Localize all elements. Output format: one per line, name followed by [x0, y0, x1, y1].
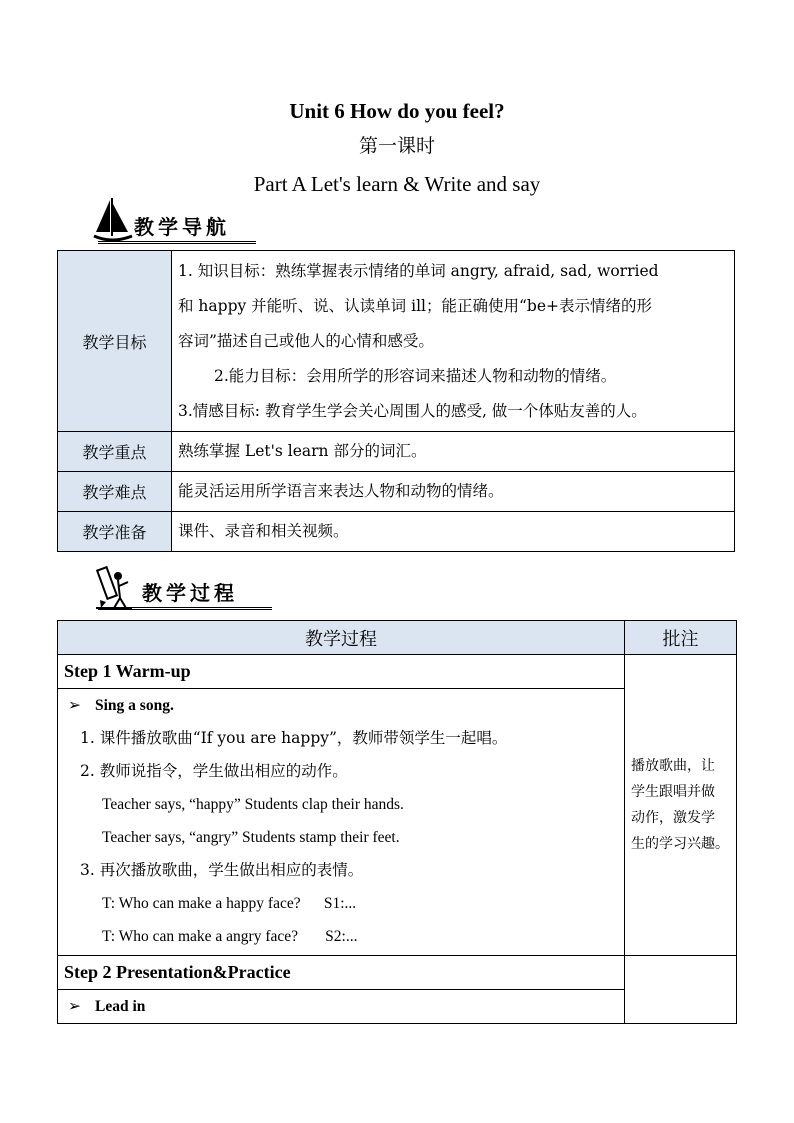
list-item: Teacher says, “angry” Students stamp their feet. [102, 829, 400, 846]
row-label: 教学难点 [58, 472, 172, 512]
note-line: 生的学习兴趣。 [631, 836, 729, 852]
objective-line: 容词”描述自己或他人的心情和感受。 [178, 331, 434, 350]
note-line: 动作，激发学 [631, 810, 715, 826]
pencil-character-icon [92, 564, 138, 612]
row-content: 能灵活运用所学语言来表达人物和动物的情绪。 [172, 472, 735, 512]
objective-line: 2.能力目标：会用所学的形容词来描述人物和动物的情绪。 [214, 366, 617, 385]
sailboat-icon [92, 198, 136, 244]
list-item: 2. 教师说指令，学生做出相应的动作。 [80, 762, 348, 780]
row-label: 教学准备 [58, 512, 172, 552]
unit-title: Unit 6 How do you feel? [289, 99, 505, 123]
section-underline [98, 607, 272, 610]
objective-line: 1. 知识目标：熟练掌握表示情绪的单词 angry, afraid, sad, worried [178, 261, 659, 280]
section-underline [98, 241, 256, 244]
lesson-title: 第一课时 [358, 135, 435, 157]
objective-line: 和 happy 并能听、说、认读单词 ill；能正确使用“be+表示情绪的形 [178, 296, 652, 315]
step-body [58, 990, 625, 1024]
arrow-bullet-icon: ➢ [68, 696, 81, 714]
part-title: Part A Let's learn & Write and say [253, 172, 541, 196]
list-item: 3. 再次播放歌曲，学生做出相应的表情。 [80, 861, 364, 879]
step-title: Step 1 Warm-up [58, 655, 625, 689]
row-label: 教学目标 [58, 251, 172, 432]
bullet-item [64, 689, 618, 722]
table-header-row [58, 621, 737, 655]
objective-line: 3.情感目标: 教育学生学会关心周围人的感受, 做一个体贴友善的人。 [178, 401, 647, 420]
objectives-cell [172, 251, 735, 432]
note-cell [625, 956, 737, 1024]
header-note: 批注 [625, 621, 737, 655]
step-body [58, 689, 625, 956]
section-heading-navigation [92, 198, 256, 246]
row-content: 课件、录音和相关视频。 [172, 512, 735, 552]
table-row [58, 432, 735, 472]
note-line: 播放歌曲，让 [631, 758, 715, 774]
row-content: 熟练掌握 Let's learn 部分的词汇。 [172, 432, 735, 472]
section-label: 教学导航 [134, 215, 230, 239]
table-row [58, 956, 737, 990]
list-item: T: Who can make a angry face? S2:... [102, 928, 358, 945]
section-heading-process [92, 564, 272, 612]
process-table [57, 620, 737, 1024]
list-item: T: Who can make a happy face? S1:... [102, 895, 357, 912]
bullet-text: Lead in [95, 998, 146, 1015]
table-row [58, 655, 737, 689]
list-item: 1. 课件播放歌曲“If you are happy”，教师带领学生一起唱。 [80, 729, 508, 747]
navigation-table [57, 250, 735, 552]
list-item: Teacher says, “happy” Students clap their hands. [102, 796, 404, 813]
step-title: Step 2 Presentation&Practice [58, 956, 625, 990]
row-label: 教学重点 [58, 432, 172, 472]
arrow-bullet-icon: ➢ [68, 997, 81, 1015]
bullet-item [64, 990, 618, 1023]
note-cell [625, 655, 737, 956]
table-row [58, 251, 735, 432]
title-block [0, 96, 794, 200]
bullet-text: Sing a song. [95, 697, 174, 714]
table-row [58, 512, 735, 552]
note-line: 学生跟唱并做 [631, 784, 715, 800]
header-process: 教学过程 [58, 621, 625, 655]
section-label: 教学过程 [142, 581, 238, 605]
table-row [58, 472, 735, 512]
